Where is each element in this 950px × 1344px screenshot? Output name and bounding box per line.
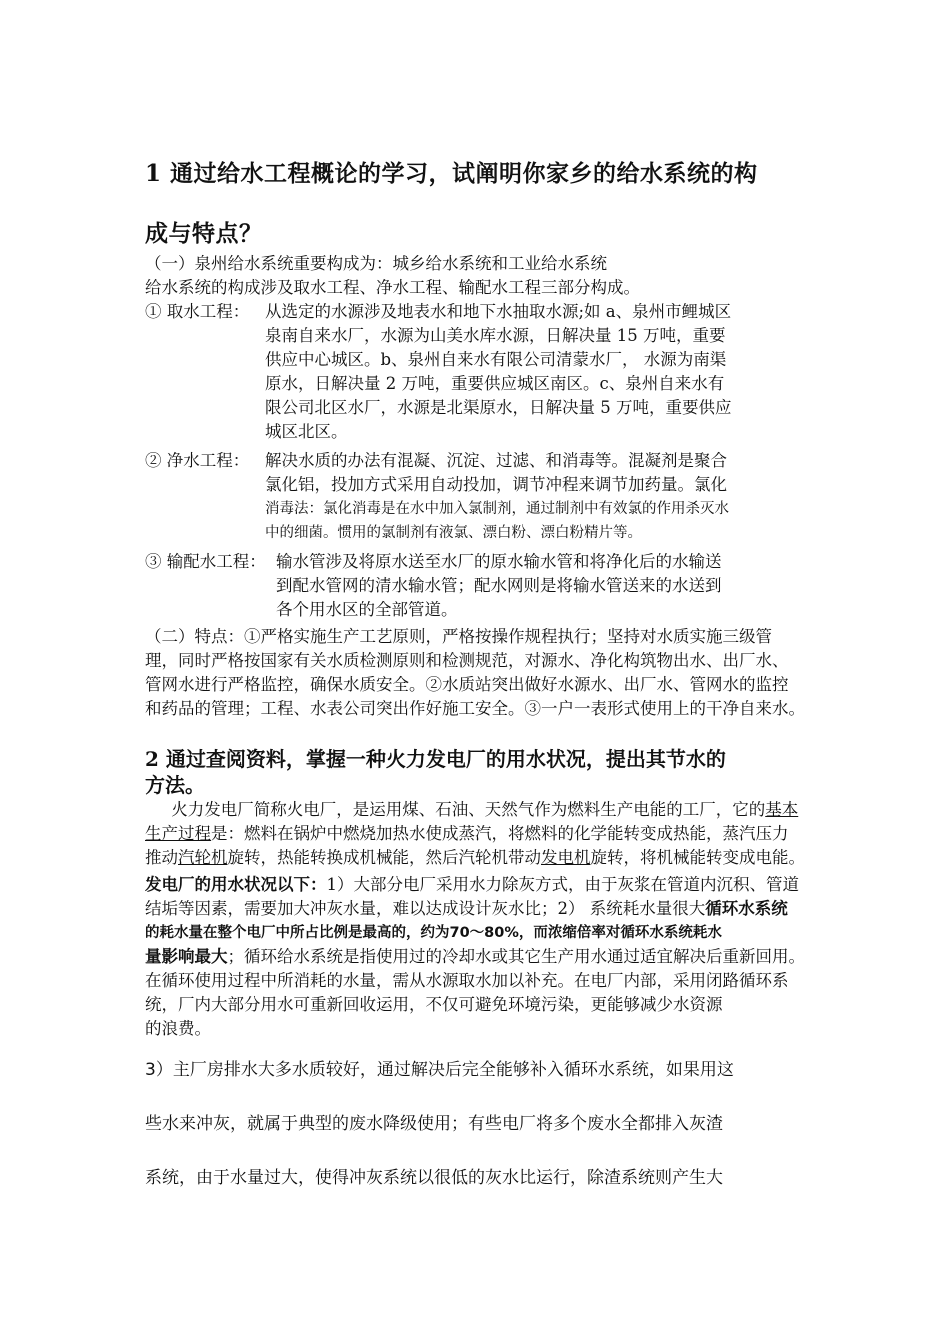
- question-2-title-line-2: 方法。: [145, 773, 205, 797]
- text-line: 城区北区。: [265, 422, 348, 441]
- item-water-intake-label: ① 取水工程：: [145, 302, 250, 321]
- item-water-purification-label: ② 净水工程：: [145, 451, 250, 470]
- generator-link[interactable]: 发电机: [541, 848, 591, 867]
- text-run: 结垢等因素，需要加大冲灰水量，难以达成设计灰水比；2） 系统耗水量很大: [145, 899, 706, 918]
- text-line: 在循环使用过程中所消耗的水量，需从水源取水加以补充。在电厂内部，采用闭路循环系: [145, 971, 789, 990]
- text-line: [145, 822, 815, 846]
- item-water-purification-text: [265, 449, 810, 545]
- text-run: 旋转，热能转换成机械能，然后汽轮机带动: [227, 848, 541, 867]
- text-line: 解决水质的办法有混凝、沉淀、过滤、和消毒等。混凝剂是聚合: [265, 451, 727, 470]
- item-water-distribution-text: [276, 550, 811, 622]
- intro-line-2: 给水系统的构成涉及取水工程、净水工程、输配水工程三部分构成。: [145, 278, 640, 297]
- question-2-title-line-1: 2 通过查阅资料，掌握一种火力发电厂的用水状况，提出其节水的: [145, 747, 726, 771]
- text-run: ；循环给水系统是指使用过的冷却水或其它生产用水通过适宜解决后重新回用。: [227, 947, 805, 966]
- text-line: [145, 846, 815, 870]
- question-1-title-line-1: 1 通过给水工程概论的学习，试阐明你家乡的给水系统的构: [145, 160, 758, 187]
- text-line: 输水管涉及将原水送至水厂的原水输水管和将净化后的水输送: [276, 552, 722, 571]
- item-water-distribution-label: ③ 输配水工程：: [145, 552, 266, 571]
- text-run: 1）大部分电厂采用水力除灰方式，由于灰浆在管道内沉积、管道: [326, 875, 799, 894]
- item-water-intake-text: [265, 300, 810, 444]
- text-line: （二）特点：①严格实施生产工艺原则，严格按操作规程执行；坚持对水质实施三级管: [145, 627, 772, 646]
- text-line: 消毒法：氯化消毒是在水中加入氯制剂，通过制剂中有效氯的作用杀灭水: [265, 501, 729, 517]
- intro-line-1: （一）泉州给水系统重要构成为：城乡给水系统和工业给水系统: [145, 254, 607, 273]
- water-usage-heading: 发电厂的用水状况以下：: [145, 875, 327, 894]
- steam-turbine-link[interactable]: 汽轮机: [178, 848, 228, 867]
- question-2-title: [145, 746, 815, 798]
- text-line: 些水来冲灰，就属于典型的废水降级使用；有些电厂将多个废水全都排入灰渣: [145, 1114, 723, 1134]
- text-line: 泉南自来水厂，水源为山美水库水源，日解决量 15 万吨，重要: [265, 326, 726, 345]
- text-run: 旋转，将机械能转变成电能。: [590, 848, 805, 867]
- text-run: 推动: [145, 848, 178, 867]
- text-line: 从选定的水源涉及地表水和地下水抽取水源;如 a、泉州市鲤城区: [265, 302, 732, 321]
- item-water-distribution: [145, 550, 815, 624]
- text-line: 和药品的管理；工程、水表公司突出作好施工安全。③一户一表形式使用上的干净自来水。: [145, 699, 805, 718]
- basic-production-process-link[interactable]: 生产过程: [145, 824, 211, 843]
- text-line: [145, 945, 815, 969]
- text-run: 是：燃料在锅炉中燃烧加热水使成蒸汽，将燃料的化学能转变成热能，蒸汽压力: [211, 824, 789, 843]
- features-paragraph: [145, 625, 815, 721]
- text-line: [145, 798, 815, 822]
- text-line: 统，厂内大部分用水可重新回收运用，不仅可避免环境污染，更能够减少水资源: [145, 995, 723, 1014]
- item-water-intake: [145, 300, 815, 446]
- text-line: 限公司北区水厂，水源是北渠原水，日解决量 5 万吨，重要供应: [265, 398, 732, 417]
- text-line: 理，同时严格按国家有关水质检测原则和检测规范，对源水、净化构筑物出水、出厂水、: [145, 651, 789, 670]
- question-1-title: [145, 144, 815, 264]
- text-line: 供应中心城区。b、泉州自来水有限公司清蒙水厂， 水源为南渠: [265, 350, 727, 369]
- water-usage-paragraph: [145, 873, 815, 1041]
- basic-production-process-link[interactable]: 基本: [765, 800, 799, 819]
- thermal-plant-intro: [145, 798, 815, 870]
- text-line: 系统，由于水量过大，使得冲灰系统以很低的灰水比运行，除渣系统则产生大: [145, 1168, 723, 1188]
- text-run: 火力发电厂简称火电厂，是运用煤、石油、天然气作为燃料生产电能的工厂，它的: [171, 800, 766, 819]
- text-line: 管网水进行严格监控，确保水质安全。②水质站突出做好水源水、出厂水、管网水的监控: [145, 675, 789, 694]
- text-run-bold: 循环水系统: [705, 899, 788, 918]
- question-1-title-line-2: 成与特点？: [145, 220, 263, 247]
- text-line: 的耗水量在整个电厂中所占比例是最高的，约为70～80%，而浓缩倍率对循环水系统耗水: [145, 925, 722, 941]
- text-line: 原水，日解决量 2 万吨，重要供应城区南区。c、泉州自来水有: [265, 374, 725, 393]
- text-line: 到配水管网的清水输水管；配水网则是将输水管送来的水送到: [276, 576, 722, 595]
- text-run-bold: 量影响最大: [145, 947, 228, 966]
- item-water-purification: [145, 449, 815, 549]
- text-line: [145, 873, 815, 897]
- text-line: 3）主厂房排水大多水质较好，通过解决后完全能够补入循环水系统，如果用这: [145, 1060, 734, 1080]
- text-line: 氯化铝，投加方式采用自动投加，调节冲程来调节加药量。氯化: [265, 475, 727, 494]
- text-line: [145, 897, 815, 921]
- text-line: 的浪费。: [145, 1019, 211, 1038]
- drainage-paragraph: [145, 1043, 815, 1205]
- text-line: 各个用水区的全部管道。: [276, 600, 458, 619]
- text-line: 中的细菌。惯用的氯制剂有液氯、漂白粉、漂白粉精片等。: [265, 525, 642, 541]
